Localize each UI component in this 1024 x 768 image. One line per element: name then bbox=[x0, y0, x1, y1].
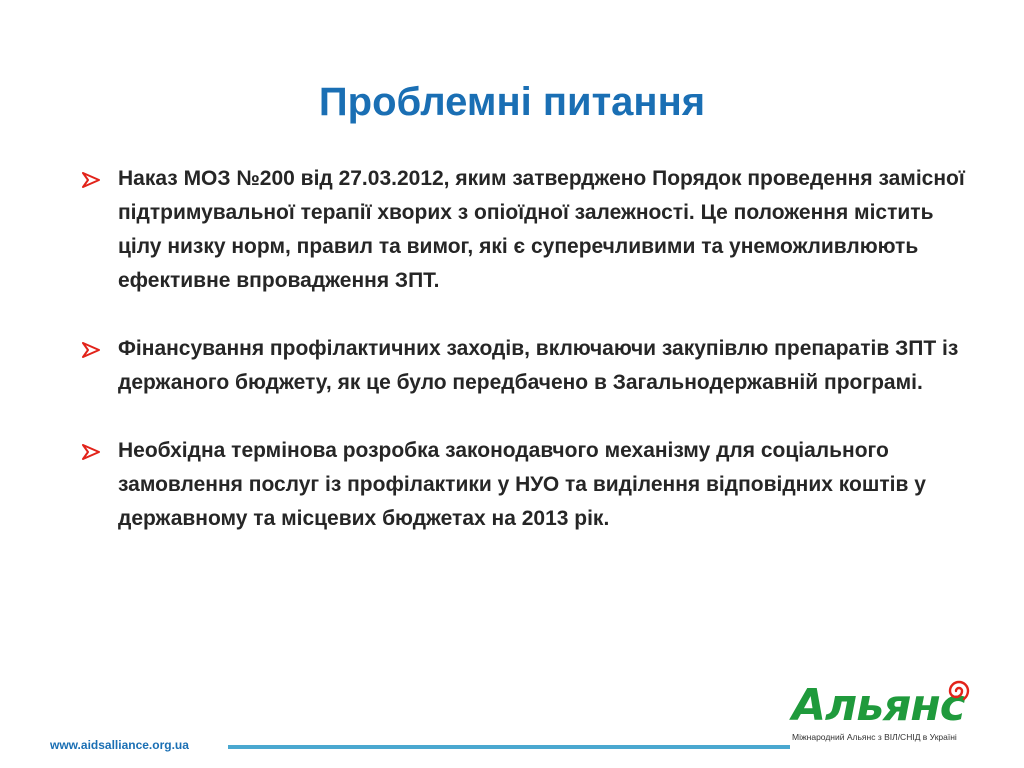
page-title: Проблемні питання bbox=[318, 80, 706, 124]
list-item bbox=[80, 162, 970, 298]
list-item bbox=[80, 332, 970, 400]
footer-divider bbox=[228, 745, 790, 749]
alliance-logo bbox=[792, 676, 992, 746]
arrowhead-bullet-icon bbox=[82, 172, 100, 188]
bullet-list bbox=[80, 162, 970, 536]
footer-url[interactable]: www.aidsalliance.org.ua bbox=[50, 738, 189, 752]
arrowhead-bullet-icon bbox=[82, 444, 100, 460]
list-item-text: Необхідна термінова розробка законодавчого механізму для соціального замовлення послуг із профілактики у НУО та виділення відповідних коштів у державному та місцевих бюджетах на 2013 рік. bbox=[118, 439, 926, 530]
logo-wordmark: Альянс bbox=[792, 680, 965, 731]
list-item-text: Фінансування профілактичних заходів, включаючи закупівлю препаратів ЗПТ із держаного бюджету, як це було передбачено в Загальнодержавній програмі. bbox=[118, 337, 959, 394]
arrowhead-bullet-icon bbox=[82, 342, 100, 358]
list-item-text: Наказ МОЗ №200 від 27.03.2012, яким затверджено Порядок проведення замісної підтримувальної терапії хворих з опіоїдної залежності. Це положення містить цілу низку норм, правил та вимог, які є суперечливими та унеможливлюють ефективне впровадження ЗПТ. bbox=[118, 167, 965, 292]
logo-caption: Міжнародний Альянс з ВІЛ/СНІД в Україні bbox=[792, 732, 957, 742]
swirl-icon bbox=[946, 678, 972, 704]
list-item bbox=[80, 434, 970, 536]
